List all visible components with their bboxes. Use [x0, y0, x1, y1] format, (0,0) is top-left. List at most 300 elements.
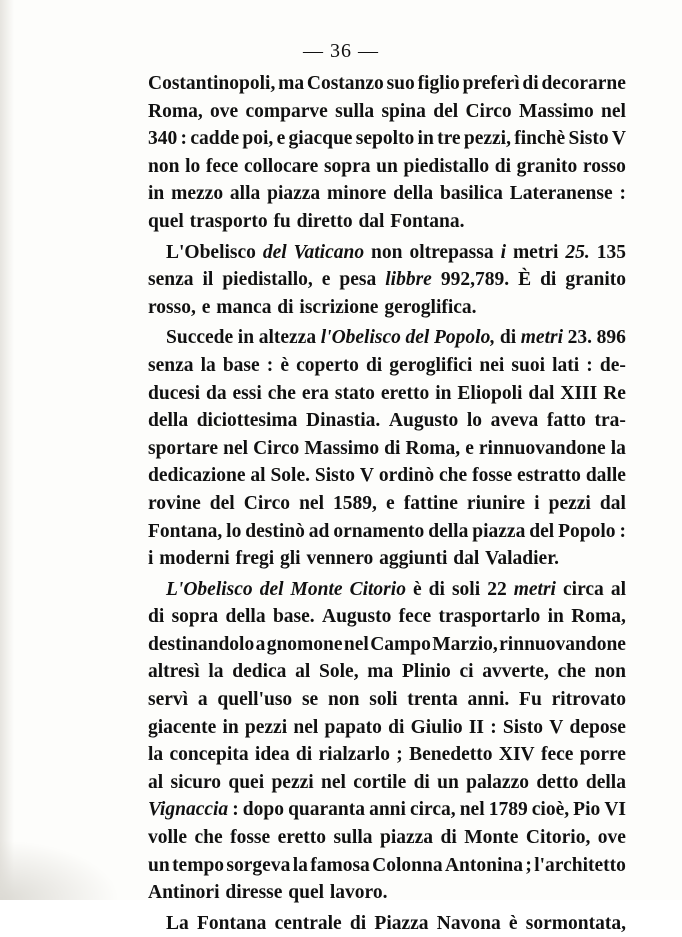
word: pezzi: [271, 771, 314, 793]
word: Monte: [464, 827, 519, 849]
word: a: [197, 689, 208, 711]
word: al: [610, 578, 626, 600]
word: ;: [525, 854, 532, 876]
word: trenta: [407, 689, 458, 711]
word: rinnuovandone: [478, 437, 606, 459]
word: che: [194, 827, 223, 849]
word: tra-: [594, 410, 626, 432]
word: servì: [148, 689, 189, 711]
word: del: [405, 327, 430, 349]
word: fece: [540, 744, 574, 766]
word: destinandolo: [148, 633, 255, 655]
text-line: [148, 714, 626, 742]
word: Sole,: [319, 661, 359, 683]
word: di: [499, 327, 517, 349]
word: V: [359, 465, 374, 487]
word: Citorio,: [525, 827, 591, 849]
word: 1789: [488, 799, 528, 821]
word: idea: [254, 744, 290, 766]
word: Campo: [370, 633, 431, 655]
word: Plinio: [402, 661, 451, 683]
word: di: [522, 73, 539, 94]
word: ove: [597, 827, 626, 849]
word: del: [259, 578, 284, 600]
text-line: [148, 153, 626, 181]
word: e: [201, 296, 211, 318]
word: di: [388, 716, 405, 738]
word: centrale: [274, 912, 342, 934]
word: sopra: [171, 606, 219, 628]
word: ad: [308, 520, 330, 542]
word: da: [205, 382, 227, 404]
word: ritrovato: [551, 689, 626, 711]
word: dedicazione: [148, 465, 246, 487]
word: diresse: [225, 882, 283, 904]
word: 25.: [565, 241, 590, 263]
word: spina: [381, 100, 426, 122]
word: un: [437, 771, 459, 793]
word: oltrepassa: [409, 241, 494, 263]
word: iscrizione: [299, 296, 379, 318]
word: piazza: [379, 827, 434, 849]
word: lati: [552, 354, 580, 376]
word: minore: [327, 183, 387, 205]
word: circa,: [409, 799, 456, 821]
word: dal: [453, 548, 480, 570]
word: gnomone: [266, 633, 343, 655]
word: Sole.: [270, 465, 310, 487]
word: stato: [334, 382, 375, 404]
page-edge-shadow: [0, 0, 14, 900]
word: 135: [596, 241, 626, 263]
word: finchè: [514, 128, 566, 150]
text-line: [148, 603, 626, 631]
word: Sisto: [568, 128, 609, 150]
word: vennero: [306, 548, 374, 570]
word: fosse: [230, 827, 271, 849]
word: del: [529, 520, 555, 542]
word: trasportarlo: [438, 606, 541, 628]
word: e: [465, 437, 474, 459]
word: :: [490, 716, 497, 738]
word: pezzi: [244, 716, 288, 738]
word: di: [413, 771, 430, 793]
word: alla: [229, 183, 261, 205]
word: l'architetto: [534, 854, 626, 876]
text-line: [148, 518, 626, 546]
word: che: [439, 465, 468, 487]
word: di: [295, 744, 313, 766]
word: aveva: [490, 410, 539, 432]
word: nel: [459, 799, 485, 821]
text-line: [148, 852, 626, 880]
word: Piazza: [374, 912, 429, 934]
word: :: [619, 183, 626, 205]
word: È: [518, 269, 532, 291]
word: ornamento: [333, 520, 425, 542]
word: 896: [596, 327, 626, 349]
word: dopo: [242, 799, 284, 821]
word: geroglifici: [389, 354, 473, 376]
word: ;: [396, 744, 403, 766]
word: altezza: [258, 327, 317, 349]
word: di: [277, 296, 294, 318]
word: :: [180, 128, 188, 150]
word: nel: [299, 492, 324, 514]
word: trasporto: [189, 210, 268, 232]
word: rosso: [582, 155, 626, 177]
word: II: [468, 716, 484, 738]
word: Circo: [253, 437, 300, 459]
word: di: [428, 578, 445, 600]
word: decorarne: [541, 73, 626, 94]
word: sulla: [333, 827, 373, 849]
word: :: [586, 354, 593, 376]
word: palazzo: [466, 771, 529, 793]
word: depose: [569, 716, 626, 738]
word: non: [594, 661, 626, 683]
text-line: [148, 796, 626, 824]
word: sepolto: [355, 128, 415, 150]
word: metri: [513, 578, 556, 600]
word: Fu: [519, 689, 542, 711]
word: un: [148, 854, 170, 876]
word: Dinastia.: [306, 410, 381, 432]
word: V: [611, 128, 626, 150]
word: non: [148, 155, 180, 177]
word: e: [385, 492, 395, 514]
word: della: [585, 771, 626, 793]
word: Fontana: [196, 912, 267, 934]
word: Costanzo: [306, 73, 384, 94]
word: Benedetto: [409, 744, 493, 766]
word: fattine: [403, 492, 458, 514]
word: non: [328, 689, 360, 711]
word: al: [250, 465, 266, 487]
word: dal: [599, 492, 626, 514]
word: nel: [343, 633, 369, 655]
word: fregi: [235, 548, 275, 570]
word: rinnuovandone: [499, 633, 626, 655]
word: nel: [601, 100, 626, 122]
word: anni.: [467, 689, 510, 711]
word: detto: [536, 771, 579, 793]
page-number: — 36 —: [303, 40, 379, 62]
word: non: [371, 241, 403, 263]
word: sulla: [335, 100, 375, 122]
word: soli: [369, 689, 398, 711]
word: al: [295, 661, 311, 683]
word: lo: [226, 520, 242, 542]
word: piazza: [472, 520, 526, 542]
word: la: [200, 354, 216, 376]
word: 340: [148, 128, 178, 150]
word: la: [148, 744, 164, 766]
word: la: [292, 854, 308, 876]
word: del: [209, 492, 235, 514]
text-line: [148, 741, 626, 769]
word: piedistallo: [403, 155, 490, 177]
word: Costantinopoli,: [148, 73, 276, 94]
word: ma: [278, 73, 305, 94]
word: V: [549, 716, 564, 738]
word: altresì: [148, 661, 200, 683]
word: metri: [512, 241, 559, 263]
word: soli: [451, 578, 481, 600]
text-line: [148, 462, 626, 490]
word: nei: [479, 354, 505, 376]
word: Citorio: [349, 578, 406, 600]
word: l'Obelisco: [320, 327, 401, 349]
word: e: [276, 128, 286, 150]
text-line: [148, 879, 626, 907]
word: anni: [369, 799, 406, 821]
text-line: [148, 658, 626, 686]
word: basilica: [440, 183, 503, 205]
word: suoi: [511, 354, 546, 376]
word: della: [393, 183, 434, 205]
word: Fontana.: [390, 210, 465, 232]
word: cortile: [353, 771, 407, 793]
word: ducesi: [148, 382, 201, 404]
word: Monte: [290, 578, 343, 600]
word: di: [365, 354, 383, 376]
text-line: [148, 686, 626, 714]
word: volle: [148, 827, 187, 849]
word: è: [412, 578, 422, 600]
text-line: [148, 631, 626, 659]
word: dal: [528, 382, 555, 404]
word: concepita: [169, 744, 249, 766]
text-line: [148, 380, 626, 408]
word: di: [384, 437, 401, 459]
word: in: [435, 382, 452, 404]
word: tempo: [172, 854, 225, 876]
word: in: [237, 327, 255, 349]
word: lavoro.: [329, 882, 388, 904]
word: Massimo: [518, 100, 594, 122]
word: era: [301, 382, 329, 404]
word: i: [500, 241, 506, 263]
text-line: [148, 208, 626, 236]
page-corner-stain: [0, 840, 120, 900]
word: il: [202, 269, 214, 291]
word: :: [619, 520, 626, 542]
word: Augusto: [388, 410, 459, 432]
word: della: [148, 410, 189, 432]
word: un: [376, 155, 398, 177]
word: essi: [232, 382, 262, 404]
word: a: [255, 633, 266, 655]
word: sportare: [148, 437, 219, 459]
word: Roma,: [148, 100, 203, 122]
word: metri: [520, 327, 564, 349]
word: diretto: [296, 210, 353, 232]
word: ma: [367, 661, 394, 683]
word: collocare: [243, 155, 319, 177]
word: Marzio,: [432, 633, 498, 655]
word: gli: [280, 548, 301, 570]
word: base: [222, 354, 260, 376]
text-line: [148, 180, 626, 208]
word: quei: [228, 771, 265, 793]
word: Re: [603, 382, 626, 404]
text-line: [148, 125, 626, 153]
word: riunire: [466, 492, 526, 514]
word: se: [301, 689, 319, 711]
word: nel: [223, 437, 249, 459]
word: ci: [459, 661, 474, 683]
word: in: [417, 128, 434, 150]
word: XIV: [498, 744, 535, 766]
word: L'Obelisco: [166, 241, 256, 263]
word: cadde: [190, 128, 240, 150]
word: suo: [386, 73, 415, 94]
text-line: [148, 435, 626, 463]
word: che: [267, 382, 296, 404]
word: rovine: [148, 492, 201, 514]
word: Circo: [465, 100, 512, 122]
word: manca: [216, 296, 272, 318]
word: sorgeva: [226, 854, 291, 876]
word: preferì: [462, 73, 520, 94]
word: al: [148, 771, 164, 793]
text-line: [148, 545, 626, 573]
word: fece: [205, 155, 239, 177]
word: dalle: [585, 465, 626, 487]
word: porre: [579, 744, 626, 766]
word: giacente: [148, 716, 217, 738]
word: piazza: [267, 183, 321, 205]
text-line: [148, 266, 626, 294]
word: granito: [516, 155, 578, 177]
text-line: [148, 910, 626, 937]
word: granito: [565, 269, 626, 291]
word: Valadier.: [485, 548, 559, 570]
word: Circo: [243, 492, 290, 514]
word: ordinò: [378, 465, 435, 487]
word: Eliopoli: [457, 382, 523, 404]
word: cioè,: [531, 799, 570, 821]
word: lo: [466, 410, 483, 432]
word: di: [349, 912, 367, 934]
word: quaranta: [288, 799, 365, 821]
word: diciottesima: [196, 410, 298, 432]
word: Vaticano: [293, 241, 365, 263]
word: :: [232, 799, 239, 821]
word: e: [321, 269, 331, 291]
word: senza: [148, 354, 194, 376]
word: quel: [148, 210, 184, 232]
word: nel: [320, 771, 346, 793]
word: quel: [288, 882, 325, 904]
word: quell'uso: [217, 689, 293, 711]
word: pesa: [339, 269, 377, 291]
word: la: [208, 661, 224, 683]
word: dal: [358, 210, 385, 232]
word: nel: [293, 716, 319, 738]
word: circa: [563, 578, 604, 600]
word: coperto: [296, 354, 359, 376]
text-line: [148, 769, 626, 797]
word: Pio: [573, 799, 601, 821]
word: geroglifica.: [384, 296, 477, 318]
word: di: [494, 155, 511, 177]
word: dedica: [232, 661, 287, 683]
word: i: [148, 548, 154, 570]
word: Antinori: [148, 882, 220, 904]
word: fosse: [472, 465, 513, 487]
word: XIII: [560, 382, 598, 404]
word: 1589,: [333, 492, 377, 514]
word: del: [433, 100, 459, 122]
word: Sisto: [314, 465, 355, 487]
word: Colonna: [372, 854, 443, 876]
word: in: [547, 606, 564, 628]
word: aggiunti: [379, 548, 448, 570]
word: pezzi,: [463, 128, 511, 150]
word: Succede: [166, 327, 234, 349]
word: Roma,: [405, 437, 461, 459]
word: destinò: [245, 520, 305, 542]
word: Popolo: [558, 520, 616, 542]
word: estratto: [517, 465, 581, 487]
word: 23.: [567, 327, 593, 349]
word: è: [280, 354, 289, 376]
word: comparve: [245, 100, 328, 122]
text-line: [148, 70, 626, 98]
word: base.: [272, 606, 315, 628]
word: di: [540, 269, 557, 291]
word: di: [148, 606, 165, 628]
text-line: [148, 824, 626, 852]
word: del: [262, 241, 287, 263]
word: rialzarlo: [318, 744, 390, 766]
word: Antonina: [444, 854, 523, 876]
word: Giulio: [410, 716, 463, 738]
word: 22: [487, 578, 507, 600]
word: L'Obelisco: [166, 578, 253, 600]
word: Roma,: [571, 606, 626, 628]
word: fatto: [546, 410, 586, 432]
word: 992,789.: [440, 269, 510, 291]
word: Fontana,: [148, 520, 223, 542]
word: sormontata,: [525, 912, 626, 934]
word: mezzo: [171, 183, 224, 205]
word: fece: [398, 606, 432, 628]
word: fu: [273, 210, 291, 232]
word: figlio: [417, 73, 460, 94]
word: della: [428, 520, 469, 542]
word: eretto: [277, 827, 326, 849]
body-text: [148, 70, 626, 937]
word: :: [266, 354, 274, 376]
text-line: [148, 490, 626, 518]
word: sopra: [323, 155, 371, 177]
word: in: [222, 716, 239, 738]
word: Augusto: [321, 606, 392, 628]
text-line: [148, 576, 626, 604]
word: lo: [185, 155, 201, 177]
word: La: [166, 912, 189, 934]
word: senza: [148, 269, 194, 291]
word: piedistallo,: [222, 269, 313, 291]
word: moderni: [159, 548, 230, 570]
word: Navona: [436, 912, 501, 934]
text-line: [148, 352, 626, 380]
word: Sisto: [502, 716, 544, 738]
word: poi,: [242, 128, 274, 150]
